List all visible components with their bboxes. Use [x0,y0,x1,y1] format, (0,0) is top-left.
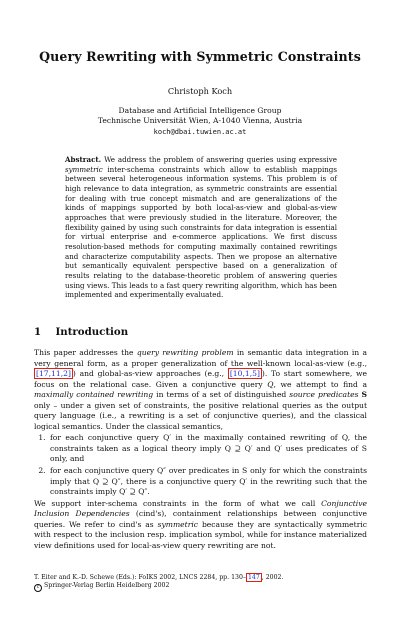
semantics-list [34,433,367,497]
footer-citation [34,574,367,582]
list-item: 2. for each conjunctive query Q″ over predicates in S only for which the constraints imply that Q ⊇ Q″, there is a conjunctive query Q′ in the rewriting such that the constraints imply Q′ ⊇ Q″. [48,466,367,498]
intro-text: ). To start somewhere, we focus on the relational case. Given a conjunctive query [34,369,367,389]
intro-emphasis: maximally contained rewriting [34,390,154,400]
affiliation-group: Database and Artificial Intelligence Group [118,106,282,115]
intro-text: in semantic data integration in a very general form, as a proper generalization of the well-known local-as-view (e.g., [34,348,367,368]
author-email[interactable]: koch@dbai.tuwien.ac.at [153,127,247,136]
page-link[interactable]: 147 [247,574,260,581]
section-number: 1 [34,326,42,338]
intro-text: ) and global-as-view approaches (e.g., [72,369,225,379]
abstract-label: Abstract. [65,155,102,164]
intro-text: in terms of a set of distinguished [156,390,287,400]
intro-emphasis: query rewriting problem [136,348,234,357]
abstract-emphasis: symmetric [65,164,103,174]
abstract-text-1: We address the problem of answering queries using expressive [104,155,337,164]
copyright-icon: c [34,584,42,592]
footer-text: Springer-Verlag Berlin Heidelberg 2002 [44,582,170,590]
intro-text: We support inter-schema constraints in the form of what we call [34,498,316,508]
footer-text: , 2002. [261,574,284,581]
intro-paragraph-1 [34,348,367,432]
citation-link[interactable]: [10,1,5] [229,369,260,379]
affiliation-institution: Technische Universität Wien, A-1040 Vienna, Austria [97,116,303,126]
intro-text: (cind's), containment relationships between conjunctive queries. We refer to cind's as [34,509,367,529]
affiliation [0,106,400,137]
footer-copyright [34,582,367,592]
section-title: Introduction [55,326,129,338]
intro-emphasis: source predicates [289,390,359,400]
intro-text: because they are syntactically symmetric with respect to the inclusion resp. implication symbol, while for instance materialized view definitions used for local-as-view query rewriting are not. [34,519,368,550]
intro-paragraph-2 [34,499,367,552]
math-symbol: Q [267,379,274,389]
author-name: Christoph Koch [167,86,233,96]
footer-text: T. Eiter and K.-D. Schewe (Eds.): FoIKS 2002, LNCS 2284, pp. 130– [34,574,246,581]
citation-link[interactable]: [17,11,2] [36,369,71,379]
paper-title: Query Rewriting with Symmetric Constraints [39,49,361,64]
intro-emphasis: symmetric [157,519,199,529]
abstract [65,155,337,300]
intro-text: , we attempt to find a [273,379,367,389]
list-item: 1. for each conjunctive query Q′ in the maximally contained rewriting of Q, the constraints taken as a logical theory imply Q ⊇ Q′ and Q′ uses predicates of S only, and [48,433,367,465]
section-heading [34,326,128,338]
introduction-body [34,348,367,551]
footer [34,574,367,592]
intro-text: This paper addresses the [34,348,134,357]
math-symbol: S [361,390,368,400]
abstract-text-2: inter-schema constraints which allow to establish mappings between several heterogeneous information systems. This problem is of high relevance to data integration, as symmetric constraints are essential for dealing with true concept mismatch and are generalizations of the kinds of mappings supported by both local-as-view and global-as-view approaches that were previously studied in the literature. Moreover, the flexibility gained by using such constraints for data integration is essential for virtual enterprise and e-commerce applications. We first discuss resolution-based methods for computing maximally contained rewritings and characterize computability aspects. Then we propose an alternative but semantically equivalent perspective based on a generalization of results relating to the database-theoretic problem of answering queries using views. This leads to a fast query rewriting algorithm, which has been implemented and experimentally evaluated. [65,164,337,300]
intro-text: only – under a given set of constraints, the positive relational queries as the output query language (i.e., a rewriting is a set of conjunctive queries), and the classical logical semantics. Under the classical semantics, [34,400,367,431]
intro-emphasis: Conjunctive Inclusion Dependencies [34,498,367,519]
